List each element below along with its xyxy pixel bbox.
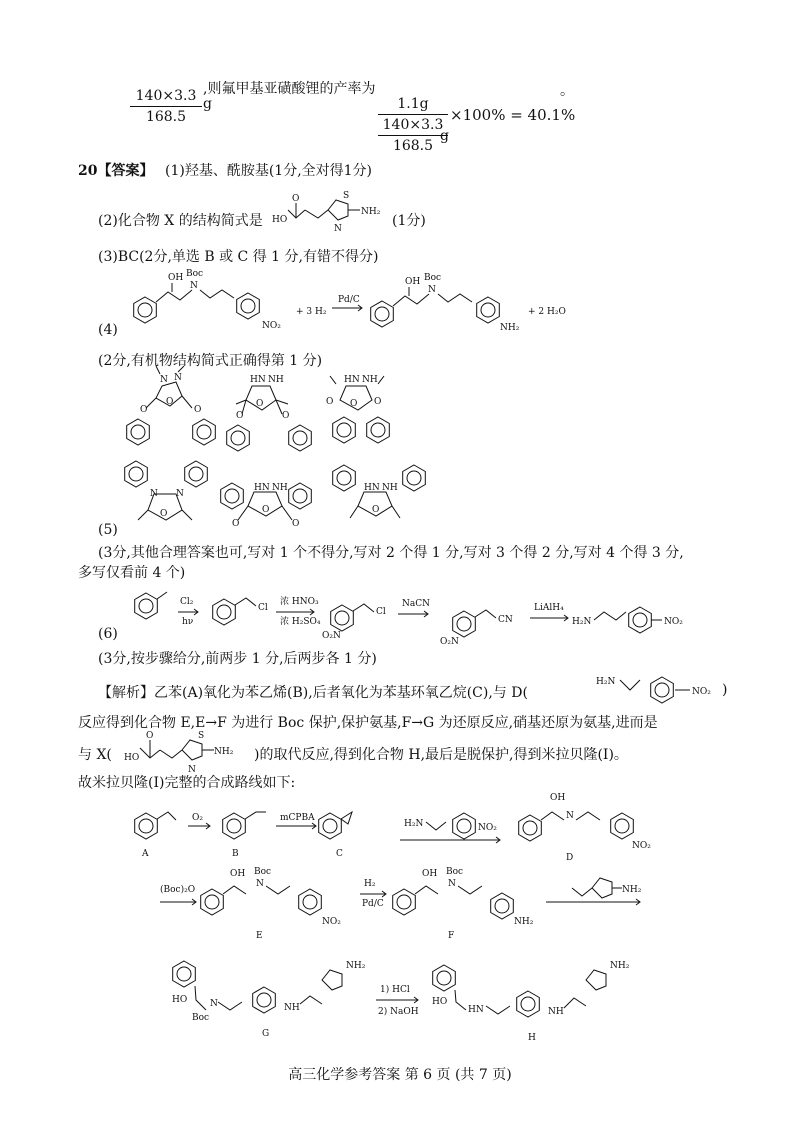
svg-text:Boc: Boc [424, 273, 442, 283]
svg-text:Boc: Boc [192, 1013, 210, 1023]
svg-text:NH₂: NH₂ [214, 747, 234, 757]
svg-text:O: O [292, 194, 300, 204]
svg-text:mCPBA: mCPBA [280, 813, 315, 823]
svg-text:O: O [232, 519, 240, 529]
svg-text:OH: OH [230, 869, 246, 879]
svg-text:B: B [232, 849, 239, 859]
svg-text:LiAlH₄: LiAlH₄ [534, 603, 564, 613]
svg-text:Cl: Cl [376, 607, 386, 617]
svg-text:+ 3 H₂: + 3 H₂ [296, 307, 327, 317]
svg-text:Boc: Boc [254, 867, 272, 877]
nh2-label: NH₂ [361, 207, 381, 217]
svg-text:NO₂: NO₂ [632, 841, 651, 851]
analysis-line1: 【解析】乙苯(A)氧化为苯乙烯(B),后者氧化为苯基环氧乙烷(C),与 D( [98, 685, 528, 701]
svg-text:Boc: Boc [186, 269, 204, 279]
q20-part5: (5) [98, 522, 118, 538]
svg-text:G: G [262, 1029, 270, 1039]
svg-text:N: N [448, 879, 456, 889]
svg-text:O: O [292, 519, 300, 529]
svg-text:N: N [174, 373, 182, 383]
svg-text:NH₂: NH₂ [622, 885, 642, 895]
frac1-denominator: 168.5 [145, 109, 187, 125]
svg-text:NH: NH [272, 483, 288, 493]
svg-text:OH: OH [422, 869, 438, 879]
svg-text:浓 H₂SO₄: 浓 H₂SO₄ [280, 617, 321, 627]
svg-text:浓 HNO₃: 浓 HNO₃ [280, 597, 319, 607]
svg-text:O: O [146, 731, 154, 741]
svg-text:H₂N: H₂N [572, 617, 592, 627]
svg-text:N: N [566, 811, 574, 821]
svg-text:S: S [198, 731, 205, 741]
svg-text:hν: hν [182, 617, 194, 627]
svg-text:HN: HN [364, 483, 380, 493]
svg-text:NaCN: NaCN [402, 599, 431, 609]
svg-text:O₂N: O₂N [322, 631, 341, 641]
frac2-mid-num: 140×3.3 [382, 117, 444, 133]
svg-text:N: N [150, 489, 158, 499]
svg-text:O: O [194, 405, 202, 415]
svg-text:1) HCl: 1) HCl [380, 985, 410, 995]
svg-text:C: C [336, 849, 343, 859]
svg-text:H₂N: H₂N [404, 819, 424, 829]
svg-text:HO: HO [432, 997, 448, 1007]
svg-text:N: N [160, 375, 168, 385]
svg-text:N: N [188, 765, 196, 775]
frac2-mid-den: 168.5 [392, 138, 434, 154]
analysis-line4: 故米拉贝隆(I)完整的合成路线如下: [78, 775, 296, 791]
svg-text:NH: NH [362, 375, 378, 385]
svg-text:O₂: O₂ [192, 813, 203, 823]
yield-text: ,则氟甲基亚磺酸锂的产率为 [203, 81, 376, 97]
svg-text:N: N [256, 879, 264, 889]
svg-text:NO₂: NO₂ [664, 617, 683, 627]
svg-text:NH₂: NH₂ [514, 917, 534, 927]
svg-text:OH: OH [405, 277, 421, 287]
svg-text:O: O [326, 397, 334, 407]
svg-text:HN: HN [344, 375, 360, 385]
svg-text:H₂N: H₂N [596, 677, 616, 687]
frac2-numerator: 1.1g [397, 96, 429, 112]
svg-text:NO₂: NO₂ [692, 687, 711, 697]
svg-text:OH: OH [550, 793, 566, 803]
part6-route [135, 592, 684, 647]
analysis-line2: 反应得到化合物 E,E→F 为进行 Boc 保护,保护氨基,F→G 为还原反应,硝基还原为氨基,进而是 [78, 715, 658, 731]
svg-text:Pd/C: Pd/C [338, 295, 360, 305]
q20-part2-post: (1分) [392, 213, 426, 229]
svg-text:O: O [374, 397, 382, 407]
svg-text:N: N [210, 999, 218, 1009]
svg-text:H₂: H₂ [364, 879, 376, 889]
svg-text:O: O [236, 411, 244, 421]
svg-text:NH₂: NH₂ [610, 961, 630, 971]
svg-text:O: O [350, 399, 358, 409]
svg-text:O: O [140, 405, 148, 415]
q20-part4: (4) [98, 322, 118, 338]
q20-part6: (6) [98, 626, 118, 642]
svg-text:O: O [262, 505, 270, 515]
svg-text:O: O [256, 399, 264, 409]
svg-text:O: O [372, 505, 380, 515]
svg-text:OH: OH [168, 273, 184, 283]
svg-text:S: S [343, 191, 350, 201]
svg-text:NO₂: NO₂ [322, 917, 341, 927]
svg-text:F: F [448, 931, 455, 941]
q20-part3: (3)BC(2分,单选 B 或 C 得 1 分,有错不得分) [98, 249, 379, 265]
svg-text:NO₂: NO₂ [262, 321, 281, 331]
svg-text:A: A [142, 849, 149, 859]
svg-text:Pd/C: Pd/C [362, 899, 384, 909]
svg-text:HO: HO [124, 753, 140, 763]
svg-text:NH: NH [548, 1007, 564, 1017]
svg-text:HO: HO [172, 995, 188, 1005]
svg-text:HN: HN [254, 483, 270, 493]
svg-text:HN: HN [468, 1005, 484, 1015]
q20-part5-note2: 多写仅看前 4 个) [78, 565, 186, 581]
full-synthetic-route [135, 793, 652, 1043]
yield-result: ×100% = 40.1% [450, 106, 576, 124]
frac1-numerator: 140×3.3 [135, 88, 197, 104]
q20-part4-note: (2分,有机物结构简式正确得第 1 分) [98, 353, 323, 369]
svg-text:O₂N: O₂N [440, 637, 459, 647]
svg-text:D: D [566, 853, 574, 863]
period: 。 [560, 83, 574, 99]
svg-text:NH₂: NH₂ [346, 961, 366, 971]
q20-part6-note: (3分,按步骤给分,前两步 1 分,后两步各 1 分) [98, 651, 377, 667]
svg-text:O: O [282, 411, 290, 421]
analysis-line3-post: )的取代反应,得到化合物 H,最后是脱保护,得到米拉贝隆(I)。 [254, 747, 628, 763]
svg-text:2) NaOH: 2) NaOH [378, 1007, 419, 1017]
svg-text:HN: HN [250, 375, 266, 385]
analysis-line1-end: ) [722, 682, 728, 698]
analysis-inline-structures [124, 677, 711, 775]
svg-text:N: N [428, 285, 436, 295]
q20-label: 20【答案】 [78, 163, 154, 179]
svg-text:(Boc)₂O: (Boc)₂O [160, 885, 196, 895]
svg-text:E: E [256, 931, 263, 941]
svg-text:O: O [166, 397, 174, 407]
svg-text:HO: HO [272, 215, 288, 225]
svg-text:H: H [528, 1033, 536, 1043]
svg-text:O: O [160, 509, 168, 519]
svg-text:N: N [334, 224, 342, 234]
part5-isomers [125, 366, 426, 529]
svg-text:NH: NH [268, 375, 284, 385]
analysis-line3-pre: 与 X( [78, 747, 112, 763]
page-footer: 高三化学参考答案 第 6 页 (共 7 页) [288, 1067, 512, 1083]
svg-text:Cl₂: Cl₂ [180, 597, 194, 607]
q20-part1: (1)羟基、酰胺基(1分,全对得1分) [165, 163, 373, 179]
compound-x-structure [272, 191, 381, 234]
part4-reaction [134, 269, 566, 333]
q20-part5-note: (3分,其他合理答案也可,写对 1 个不得分,写对 2 个得 1 分,写对 3 个得 2 分,写对 4 个得 3 分, [98, 545, 684, 561]
unit-g-2: g [440, 128, 449, 144]
svg-text:NH₂: NH₂ [500, 323, 520, 333]
svg-text:NH: NH [284, 1003, 300, 1013]
q20-part2-pre: (2)化合物 X 的结构简式是 [98, 213, 263, 229]
svg-text:CN: CN [498, 615, 513, 625]
svg-text:N: N [176, 489, 184, 499]
svg-text:Boc: Boc [446, 867, 464, 877]
unit-g-1: g [203, 96, 212, 112]
svg-text:NH: NH [382, 483, 398, 493]
svg-text:+ 2 H₂O: + 2 H₂O [528, 307, 566, 317]
svg-text:NO₂: NO₂ [478, 823, 497, 833]
svg-text:Cl: Cl [258, 603, 268, 613]
svg-text:N: N [190, 281, 198, 291]
